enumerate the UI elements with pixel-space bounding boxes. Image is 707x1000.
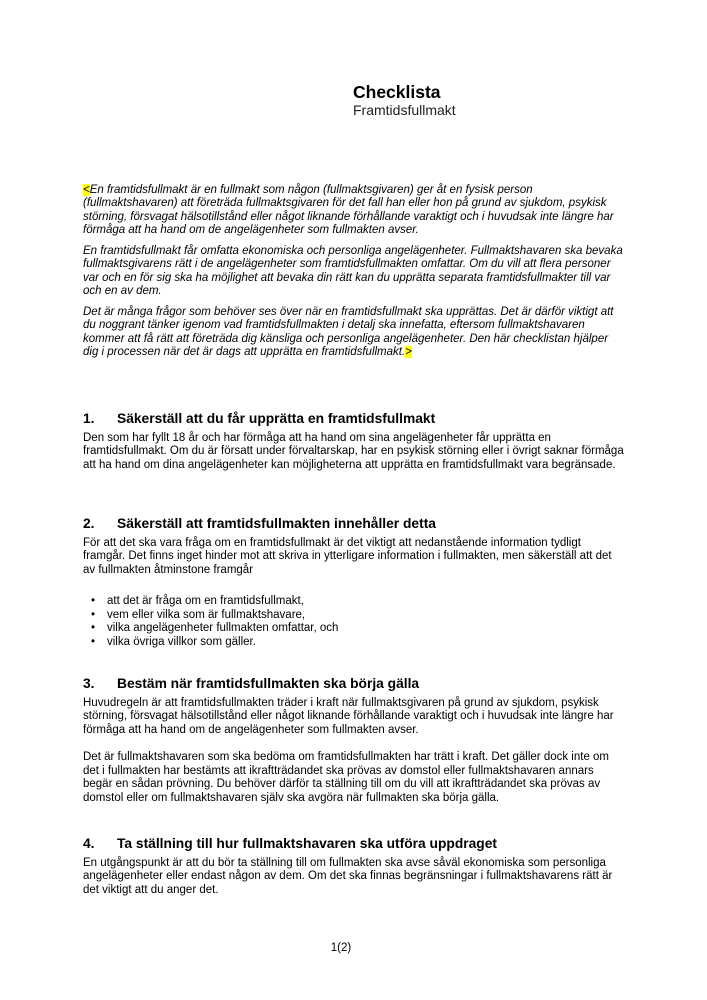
page-subtitle: Framtidsfullmakt [353,102,456,118]
section-1-heading-text: Säkerställ att du får upprätta en framtidsfullmakt [117,411,436,426]
page-title: Checklista [353,82,441,102]
bullet-item: • att det är fråga om en framtidsfullmakt, [83,595,626,608]
section-2 [83,515,626,649]
section-3-paragraph-2: Det är fullmaktshavaren som ska bedöma om framtidsfullmakten har trätt i kraft. Det gäller dock inte om det i fullmakten har bestämts att ikraftträdandet ska prövas av domstol eller fullmaktshavaren annars begär en sådan prövning. Du behöver därför ta ställning till om du vill att ikraftträdandet ska prövas av domstol eller om fullmaktshavaren själv ska avgöra när fullmakten ska börja gälla. [83,751,610,804]
intro-section [83,184,626,366]
section-3-number: 3. [83,676,95,691]
section-2-heading [83,515,626,532]
page-number: 1(2) [330,942,352,954]
page-footer [0,941,682,955]
section-1-paragraph-1: Den som har fyllt 18 år och har förmåga att ha hand om sina angelägenheter får upprätta en framtidsfullmakt. Om du är försatt under förvaltarskap, har en psykisk störning eller i övrigt saknar förmåga att ha hand om dina angelägenheter kan möjligheterna att upprätta en framtidsfullmakt vara begränsade. [83,432,624,471]
bullet-item: • vilka övriga villkor som gäller. [83,636,626,649]
section-2-paragraph-1: För att det ska vara fråga om en framtidsfullmakt är det viktigt att nedanstående information tydligt framgår. Det finns inget hinder mot att skriva in ytterligare information i fullmakten, men säkerställ att det av fullmakten åtminstone framgår [83,537,612,576]
section-2-number: 2. [83,516,95,531]
section-3-heading [83,675,626,692]
intro-paragraph-3 [83,306,626,360]
highlight-close-marker: > [405,345,412,358]
bullet-item: • vem eller vilka som är fullmaktshavare, [83,609,626,622]
section-4-heading [83,835,626,852]
section-2-bullet-list [83,595,626,649]
section-1-number: 1. [83,411,95,426]
section-3-heading-text: Bestäm när framtidsfullmakten ska börja gälla [117,676,420,691]
section-2-heading-text: Säkerställ att framtidsfullmakten innehåller detta [117,516,436,531]
document-header [353,82,456,118]
section-3-paragraph-1: Huvudregeln är att framtidsfullmakten träder i kraft när fullmaktsgivaren på grund av sjukdom, psykisk störning, försvagat hälsotillstånd eller något liknande förhållande varaktigt och i huvudsak inte längre har förmåga att ha hand om de angelägenheter som fullmakten avser. [83,697,614,736]
section-1-heading [83,410,626,427]
intro-paragraph-1-text: En framtidsfullmakt är en fullmakt som någon (fullmaktsgivaren) ger åt en fysisk person (fullmaktshavaren) att företräda fullmaktsgivaren för det fall han eller hon på grund av sjukdom, psykisk störning, försvagat hälsotillstånd eller något liknande förhållande varaktigt och i huvudsak inte längre har förmåga att ha hand om de angelägenheter som fullmakten avser. [83,184,614,237]
intro-paragraph-1 [83,184,626,238]
section-4 [83,835,626,897]
section-4-heading-text: Ta ställning till hur fullmaktshavaren ska utföra uppdraget [117,836,497,851]
section-1 [83,410,626,472]
section-4-number: 4. [83,836,95,851]
highlight-open-marker: < [83,184,90,196]
section-4-paragraph-1: En utgångspunkt är att du bör ta ställning till om fullmakten ska avse såväl ekonomiska som personliga angelägenheter eller endast någon av dem. Om det ska finnas begränsningar i fullmaktshavarens rätt är det viktigt att du anger det. [83,857,613,896]
intro-paragraph-2: En framtidsfullmakt får omfatta ekonomiska och personliga angelägenheter. Fullmaktshavaren ska bevaka fullmaktsgivarens rätt i de angelägenheter som framtidsfullmakten omfattar. Om du vill att flera personer var och en för sig ska ha möjlighet att bevaka din rätt kan du upprätta separata framtidsfullmakter till var och en av dem. [83,244,623,298]
intro-paragraph-3-text: Det är många frågor som behöver ses över när en framtidsfullmakt ska upprättas. Det är därför viktigt att du noggrant tänker igenom vad framtidsfullmakten i detalj ska innefatta, eftersom fullmaktshavaren kommer att få rätt att företräda dig känsliga och personliga angelägenheter. Den här checklistan hjälper dig i processen när det är dags att upprätta en framtidsfullmakt. [83,305,614,358]
section-3 [83,675,626,805]
bullet-item: • vilka angelägenheter fullmakten omfattar, och [83,622,626,635]
